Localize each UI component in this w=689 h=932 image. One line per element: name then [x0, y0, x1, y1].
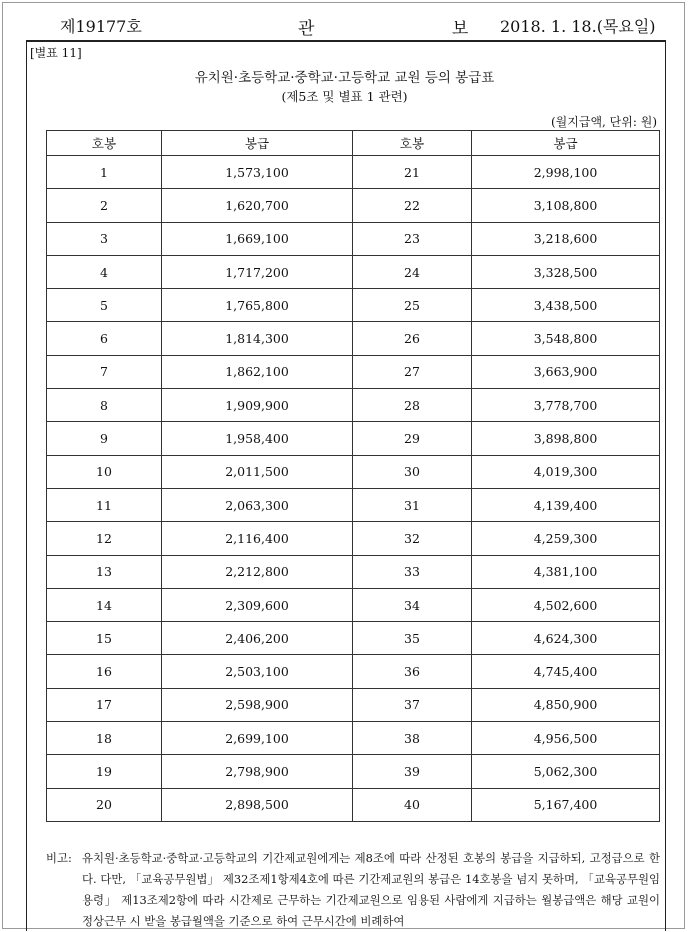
table-row	[47, 355, 660, 388]
gazette-title: 관 보	[298, 19, 535, 39]
salary-cell: 2,212,800	[162, 555, 353, 588]
salary-cell: 4,956,500	[472, 722, 660, 755]
salary-cell: 1,620,700	[162, 189, 353, 222]
step-cell: 38	[353, 722, 472, 755]
step-cell: 19	[47, 755, 162, 788]
salary-cell: 4,259,300	[472, 522, 660, 555]
step-cell: 32	[353, 522, 472, 555]
remarks-label: 비고:	[46, 851, 72, 865]
step-cell: 29	[353, 422, 472, 455]
table-row	[47, 255, 660, 288]
salary-cell: 4,850,900	[472, 688, 660, 721]
step-cell: 5	[47, 289, 162, 322]
table-header-row	[47, 131, 660, 156]
table-row	[47, 455, 660, 488]
step-cell: 4	[47, 255, 162, 288]
salary-cell: 3,663,900	[472, 355, 660, 388]
salary-cell: 2,309,600	[162, 588, 353, 621]
step-cell: 37	[353, 688, 472, 721]
salary-cell: 4,381,100	[472, 555, 660, 588]
step-cell: 30	[353, 455, 472, 488]
document-subtitle: (제5조 및 별표 1 관련)	[281, 89, 408, 104]
issue-number: 제19177호	[60, 17, 142, 36]
salary-cell: 2,406,200	[162, 622, 353, 655]
table-row	[47, 189, 660, 222]
step-cell: 7	[47, 355, 162, 388]
salary-cell: 4,745,400	[472, 655, 660, 688]
salary-cell: 5,062,300	[472, 755, 660, 788]
step-cell: 8	[47, 389, 162, 422]
unit-note: (월지급액, 단위: 원)	[551, 115, 657, 129]
col-header-salary-2: 봉급	[472, 131, 660, 156]
salary-cell: 2,063,300	[162, 488, 353, 521]
table-row	[47, 755, 660, 788]
step-cell: 34	[353, 588, 472, 621]
step-cell: 26	[353, 322, 472, 355]
salary-cell: 3,548,800	[472, 322, 660, 355]
salary-cell: 1,909,900	[162, 389, 353, 422]
table-row	[47, 688, 660, 721]
step-cell: 6	[47, 322, 162, 355]
salary-cell: 4,019,300	[472, 455, 660, 488]
table-row	[47, 555, 660, 588]
salary-cell: 1,862,100	[162, 355, 353, 388]
step-cell: 20	[47, 788, 162, 821]
table-row	[47, 156, 660, 189]
step-cell: 18	[47, 722, 162, 755]
step-cell: 21	[353, 156, 472, 189]
step-cell: 1	[47, 156, 162, 189]
salary-cell: 1,958,400	[162, 422, 353, 455]
table-row	[47, 488, 660, 521]
step-cell: 13	[47, 555, 162, 588]
step-cell: 16	[47, 655, 162, 688]
col-header-salary-1: 봉급	[162, 131, 353, 156]
table-row	[47, 422, 660, 455]
table-row	[47, 722, 660, 755]
salary-cell: 2,798,900	[162, 755, 353, 788]
salary-table	[46, 130, 660, 822]
step-cell: 22	[353, 189, 472, 222]
table-row	[47, 622, 660, 655]
remarks-text: 유치원·초등학교·중학교·고등학교의 기간제교원에게는 제8조에 따라 산정된 호봉의 봉급을 지급하되, 고정급으로 한다. 다만, 「교육공무원법」 제32조제1항제4호에 따른 기간제교원의 봉급은 14호봉을 넘지 못하며, 「교육공무원임용령」 제13조제2항에 따라 시간제로 근무하는 기간제교원으로 임용된 사람에게 지급하는 월봉급액은 해당 교원이 정상근무 시 받을 봉급월액을 기준으로 하여 근무시간에 비례하여	[82, 851, 660, 928]
salary-cell: 3,328,500	[472, 255, 660, 288]
table-row	[47, 588, 660, 621]
table-row	[47, 289, 660, 322]
step-cell: 2	[47, 189, 162, 222]
table-body	[47, 156, 660, 822]
step-cell: 11	[47, 488, 162, 521]
table-row	[47, 389, 660, 422]
step-cell: 23	[353, 222, 472, 255]
step-cell: 15	[47, 622, 162, 655]
table-row	[47, 655, 660, 688]
step-cell: 27	[353, 355, 472, 388]
step-cell: 12	[47, 522, 162, 555]
step-cell: 3	[47, 222, 162, 255]
salary-cell: 1,765,800	[162, 289, 353, 322]
step-cell: 40	[353, 788, 472, 821]
salary-cell: 2,598,900	[162, 688, 353, 721]
step-cell: 10	[47, 455, 162, 488]
step-cell: 14	[47, 588, 162, 621]
step-cell: 9	[47, 422, 162, 455]
col-header-step-2: 호봉	[353, 131, 472, 156]
salary-cell: 1,814,300	[162, 322, 353, 355]
step-cell: 17	[47, 688, 162, 721]
step-cell: 24	[353, 255, 472, 288]
step-cell: 28	[353, 389, 472, 422]
salary-cell: 2,011,500	[162, 455, 353, 488]
appendix-tag: [별표 11]	[30, 46, 82, 60]
salary-cell: 2,998,100	[472, 156, 660, 189]
salary-cell: 5,167,400	[472, 788, 660, 821]
salary-cell: 3,438,500	[472, 289, 660, 322]
document-title: 유치원·초등학교·중학교·고등학교 교원 등의 봉급표	[194, 70, 495, 86]
table-row	[47, 222, 660, 255]
step-cell: 39	[353, 755, 472, 788]
salary-cell: 3,218,600	[472, 222, 660, 255]
salary-cell: 4,139,400	[472, 488, 660, 521]
salary-cell: 2,898,500	[162, 788, 353, 821]
table-row	[47, 522, 660, 555]
remarks	[46, 848, 660, 932]
step-cell: 36	[353, 655, 472, 688]
salary-cell: 4,624,300	[472, 622, 660, 655]
table-row	[47, 788, 660, 821]
col-header-step-1: 호봉	[47, 131, 162, 156]
salary-cell: 2,503,100	[162, 655, 353, 688]
salary-cell: 1,717,200	[162, 255, 353, 288]
salary-cell: 2,699,100	[162, 722, 353, 755]
salary-cell: 1,573,100	[162, 156, 353, 189]
issue-date: 2018. 1. 18.(목요일)	[500, 17, 656, 36]
salary-cell: 3,898,800	[472, 422, 660, 455]
table-row	[47, 322, 660, 355]
salary-cell: 4,502,600	[472, 588, 660, 621]
step-cell: 25	[353, 289, 472, 322]
step-cell: 33	[353, 555, 472, 588]
salary-cell: 2,116,400	[162, 522, 353, 555]
step-cell: 35	[353, 622, 472, 655]
step-cell: 31	[353, 488, 472, 521]
salary-cell: 3,108,800	[472, 189, 660, 222]
salary-cell: 1,669,100	[162, 222, 353, 255]
salary-cell: 3,778,700	[472, 389, 660, 422]
